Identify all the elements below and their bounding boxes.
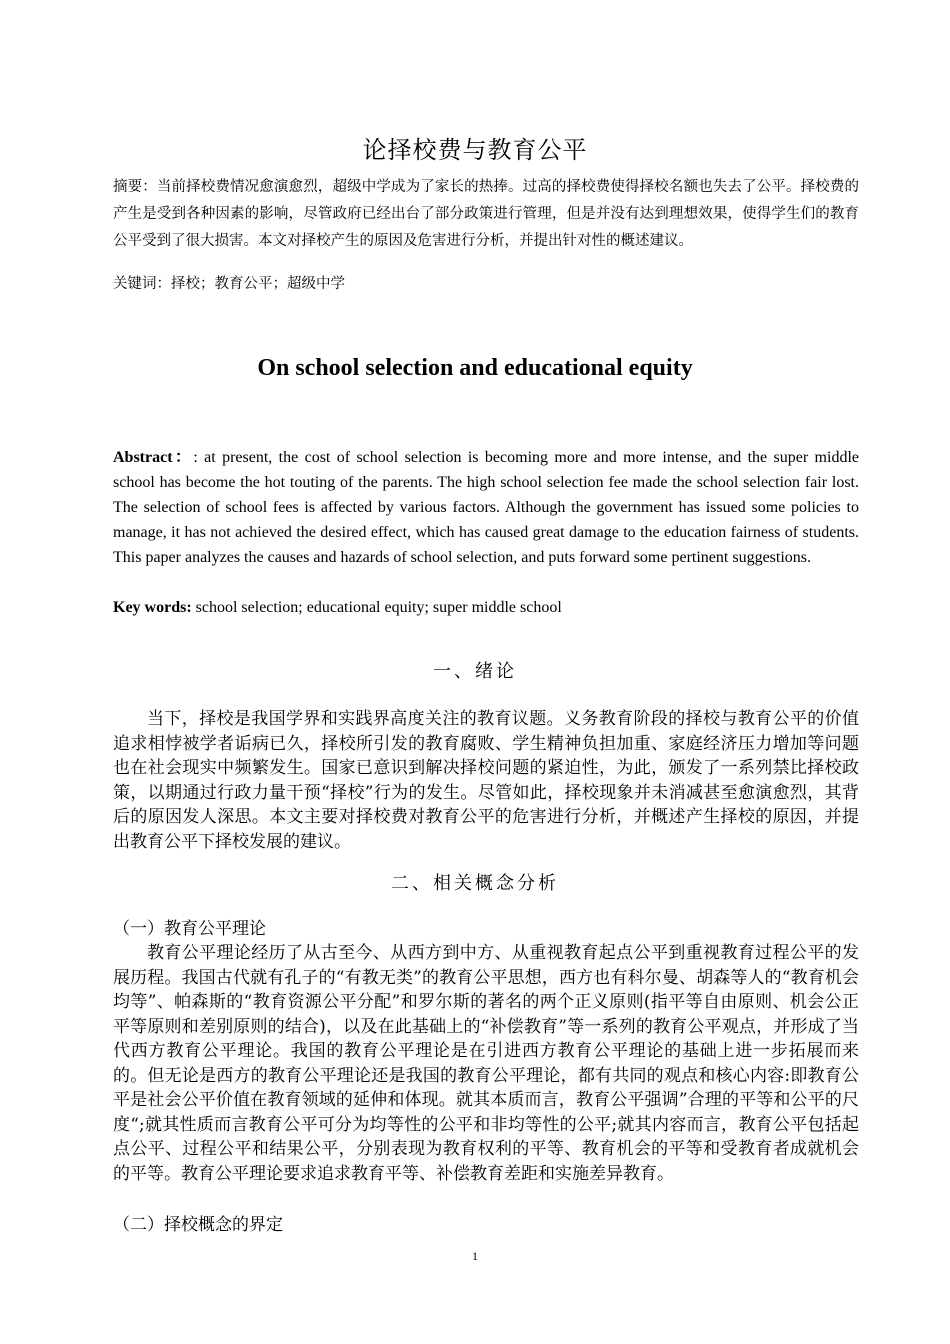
section-heading-introduction: 一、绪论 [433,661,517,682]
chinese-abstract [113,174,859,255]
education-equity-paragraph: 教育公平理论经历了从古至今、从西方到中方、从重视教育起点公平到重视教育过程公平的发展历程。我国古代就有孔子的“有教无类”的教育公平思想，西方也有科尔曼、胡森等人的“教育机会均等”、帕森斯的“教育资源公平分配”和罗尔斯的著名的两个正义原则(指平等自由原则、机会公正平等原则和差别原则的结合)，以及在此基础上的“补偿教育”等一系列的教育公平观点，并形成了当代西方教育公平理论。我国的教育公平理论是在引进西方教育公平理论的基础上进一步拓展而来的。但无论是西方的教育公平理论还是我国的教育公平理论，都有共同的观点和核心内容:即教育公平是社会公平价值在教育领域的延伸和体现。就其本质而言，教育公平强调”合理的平等和公平的尺度“;就其性质而言教育公平可分为均等性的公平和非均等性的公平;就其内容而言，教育公平包括起点公平、过程公平和结果公平，分别表现为教育权利的平等、教育机会的平等和受教育者成就机会的平等。教育公平理论要求追求教育平等、补偿教育差距和实施差异教育。 [113,943,859,1184]
chinese-keywords-text: 择校；教育公平；超级中学 [171,276,345,292]
subheading-education-equity-theory: （一）教育公平理论 [113,919,266,939]
chinese-abstract-label: 摘要： [113,179,157,195]
english-keywords-label: Key words: [113,599,192,616]
chinese-keywords-label: 关键词： [113,276,171,292]
english-keywords-text: school selection; educational equity; super middle school [191,599,562,616]
page-number: 1 [472,1249,478,1263]
section-heading-concepts: 二、相关概念分析 [391,873,559,894]
introduction-paragraph: 当下，择校是我国学界和实践界高度关注的教育议题。义务教育阶段的择校与教育公平的价值追求相悖被学者诟病已久，择校所引发的教育腐败、学生精神负担加重、家庭经济压力增加等问题也在社会现实中频繁发生。国家已意识到解决择校问题的紧迫性，为此，颁发了一系列禁比择校政策，以期通过行政力量干预“择校”行为的发生。尽管如此，择校现象并未消减甚至愈演愈烈，其背后的原因发人深思。本文主要对择校费对教育公平的危害进行分析，并概述产生择校的原因，并提出教育公平下择校发展的建议。 [113,709,859,852]
english-abstract-label: Abstract： [113,449,194,466]
subheading-school-selection-definition: （二）择校概念的界定 [113,1215,283,1235]
english-abstract [113,445,859,570]
chinese-abstract-text: 当前择校费情况愈演愈烈，超级中学成为了家长的热捧。过高的择校费使得择校名额也失去了公平。择校费的产生是受到各种因素的影响，尽管政府已经出台了部分政策进行管理，但是并没有达到理想效果，使得学生们的教育公平受到了很大损害。本文对择校产生的原因及危害进行分析，并提出针对性的概述建议。 [113,179,859,249]
chinese-title: 论择校费与教育公平 [362,136,588,164]
chinese-keywords [113,271,859,298]
english-keywords [113,595,859,620]
english-title: On school selection and educational equity [257,355,693,381]
english-abstract-text: : at present, the cost of school selection is becoming more and more intense, and the super middle school has become the hot touting of the parents. The high school selection fee made the school selection fair lost. The selection of school fees is affected by various factors. Although the government has issued some policies to manage, it has not achieved the desired effect, which has caused great damage to the education fairness of students. This paper analyzes the causes and hazards of school selection, and puts forward some pertinent suggestions. [113,449,859,566]
